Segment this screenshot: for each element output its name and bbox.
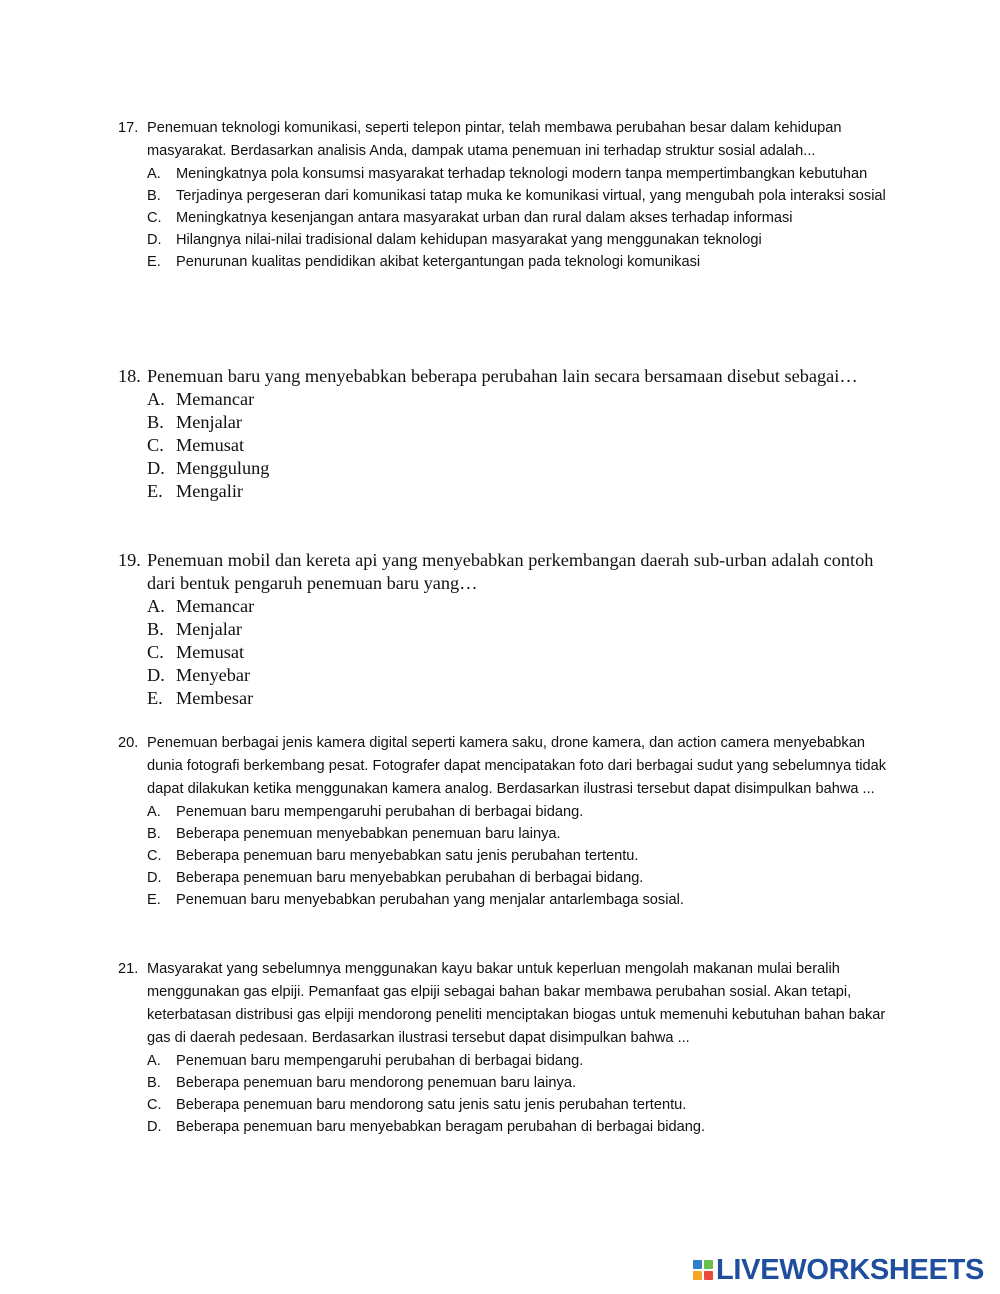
option-a[interactable]: A. Meningkatnya pola konsumsi masyarakat terhadap teknologi modern tanpa mempertimbangkan kebutuhan — [147, 166, 868, 182]
question-number: 19. — [118, 550, 141, 570]
question-text: Penemuan mobil dan kereta api yang menyebabkan perkembangan daerah sub-urban adalah contoh dari bentuk pengaruh penemuan baru yang… — [147, 550, 874, 593]
question-21 — [118, 958, 888, 1138]
option-a[interactable]: A. Memancar — [147, 596, 255, 616]
question-19 — [118, 549, 888, 710]
option-e[interactable]: E. Membesar — [147, 688, 254, 708]
question-text: Penemuan berbagai jenis kamera digital seperti kamera saku, drone kamera, dan action camera menyebabkan dunia fotografi berkembang pesat. Fotografer dapat mencipatakan foto dari berbagai sudut yang sebelumnya tidak dapat dilakukan ketika menggunakan kamera analog. Berdasarkan ilustrasi tersebut dapat disimpulkan bahwa ... — [147, 735, 887, 797]
option-list — [118, 595, 888, 710]
option-d[interactable]: D. Menyebar — [147, 665, 251, 685]
option-d[interactable]: D. Beberapa penemuan baru menyebabkan perubahan di berbagai bidang. — [147, 870, 644, 886]
option-c[interactable]: C. Memusat — [147, 642, 245, 662]
option-c[interactable]: C. Memusat — [147, 435, 245, 455]
option-b[interactable]: B. Terjadinya pergeseran dari komunikasi tatap muka ke komunikasi virtual, yang mengubah pola interaksi sosial — [147, 188, 886, 204]
option-d[interactable]: D. Hilangnya nilai-nilai tradisional dalam kehidupan masyarakat yang menggunakan teknologi — [147, 232, 762, 248]
option-list — [118, 801, 888, 911]
question-20 — [118, 732, 888, 911]
option-list — [118, 388, 888, 503]
option-a[interactable]: A. Penemuan baru mempengaruhi perubahan di berbagai bidang. — [147, 1053, 584, 1069]
question-number: 17. — [118, 120, 139, 136]
option-c[interactable]: C. Meningkatnya kesenjangan antara masyarakat urban dan rural dalam akses terhadap informasi — [147, 210, 793, 226]
liveworksheets-logo[interactable] — [693, 1254, 984, 1286]
option-d[interactable]: D. Beberapa penemuan baru menyebabkan beragam perubahan di berbagai bidang. — [147, 1119, 706, 1135]
option-b[interactable]: B. Menjalar — [147, 619, 242, 639]
question-number: 20. — [118, 735, 139, 751]
question-18 — [118, 365, 888, 503]
question-17 — [118, 117, 888, 273]
option-b[interactable]: B. Beberapa penemuan baru mendorong penemuan baru lainya. — [147, 1075, 576, 1091]
question-text: Penemuan teknologi komunikasi, seperti telepon pintar, telah membawa perubahan besar dalam kehidupan masyarakat. Berdasarkan analisis Anda, dampak utama penemuan ini terhadap struktur sosial adalah... — [147, 120, 842, 159]
option-list — [118, 1050, 888, 1138]
liveworksheets-logo-icon — [693, 1260, 713, 1280]
option-b[interactable]: B. Beberapa penemuan menyebabkan penemuan baru lainya. — [147, 826, 561, 842]
option-list — [118, 163, 888, 273]
question-number: 21. — [118, 961, 139, 977]
question-number: 18. — [118, 366, 141, 386]
option-d[interactable]: D. Menggulung — [147, 458, 270, 478]
option-e[interactable]: E. Mengalir — [147, 481, 244, 501]
option-e[interactable]: E. Penurunan kualitas pendidikan akibat ketergantungan pada teknologi komunikasi — [147, 254, 701, 270]
option-a[interactable]: A. Memancar — [147, 389, 255, 409]
option-c[interactable]: C. Beberapa penemuan baru mendorong satu jenis satu jenis perubahan tertentu. — [147, 1097, 687, 1113]
option-b[interactable]: B. Menjalar — [147, 412, 242, 432]
logo-text: LIVEWORKSHEETS — [716, 1253, 985, 1286]
question-text: Masyarakat yang sebelumnya menggunakan kayu bakar untuk keperluan mengolah makanan mulai beralih menggunakan gas elpiji. Pemanfaat gas elpiji sebagai bahan bakar membawa perubahan sosial. Akan tetapi, keterbatasan distribusi gas elpiji mendorong peneliti menciptakan biogas untuk memenuhi kebutuhan bahan bakar gas di daerah pedesaan. Berdasarkan ilustrasi tersebut dapat disimpulkan bahwa ... — [147, 961, 886, 1046]
question-text: Penemuan baru yang menyebabkan beberapa perubahan lain secara bersamaan disebut sebagai… — [147, 366, 858, 386]
option-c[interactable]: C. Beberapa penemuan baru menyebabkan satu jenis perubahan tertentu. — [147, 848, 639, 864]
option-a[interactable]: A. Penemuan baru mempengaruhi perubahan di berbagai bidang. — [147, 804, 584, 820]
option-e[interactable]: E. Penemuan baru menyebabkan perubahan yang menjalar antarlembaga sosial. — [147, 892, 684, 908]
